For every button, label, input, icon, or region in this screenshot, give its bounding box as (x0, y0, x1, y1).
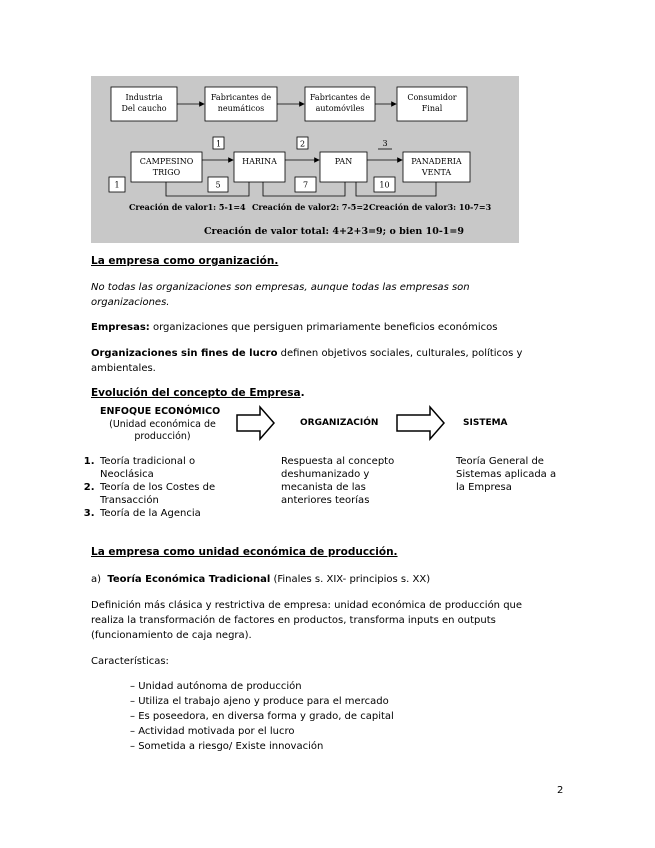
stage-sistema: SISTEMA (463, 418, 508, 428)
chain-box-4-line2: VENTA (421, 168, 452, 177)
italic-line-2: organizaciones. (91, 297, 170, 308)
value-creation-total: Creación de valor total: 4+2+3=9; o bien 10-1=9 (204, 226, 464, 237)
empresas-paragraph (91, 320, 497, 335)
definition-paragraph (91, 598, 571, 643)
sistema-desc-line: Sistemas aplicada a (456, 469, 557, 480)
teoria-tradicional-item (91, 572, 430, 587)
value-10: 10 (379, 180, 390, 190)
value-chain-figure (91, 76, 519, 243)
sistema-desc-line: la Empresa (456, 482, 512, 493)
italic-paragraph (91, 280, 571, 310)
stage-organizacion: ORGANIZACIÓN (300, 418, 379, 428)
heading-evolucion (91, 387, 305, 399)
arrow-right-icon (236, 405, 276, 441)
org-label: Organizaciones sin fines de lucro (91, 348, 278, 359)
step-label-3: 3 (382, 139, 388, 148)
sistema-desc-line: Teoría General de (456, 456, 544, 467)
heading-unidad-economica: La empresa como unidad económica de producción. (91, 546, 398, 558)
list-item: 2. Teoría de los Costes de Transacción (98, 481, 252, 507)
top-box-1-line2: Del caucho (121, 104, 167, 113)
chain-box-1-line1: CAMPESINO (139, 157, 194, 166)
page-number: 2 (557, 785, 564, 796)
heading-organizacion: La empresa como organización. (91, 255, 279, 267)
value-chain-diagram (91, 76, 519, 243)
list-item: 3. Teoría de la Agencia (98, 507, 252, 520)
top-box-4-line1: Consumidor (407, 93, 457, 102)
top-box-4-line2: Final (421, 104, 443, 113)
list-item: – Actividad motivada por el lucro (130, 724, 530, 739)
heading-evolucion-dot: . (300, 387, 305, 399)
list-item: 1. Teoría tradicional o Neoclásica (98, 455, 252, 481)
stage-enfoque-sub-2: producción) (134, 431, 191, 442)
value-1: 1 (114, 180, 120, 190)
step-label-2: 2 (299, 139, 306, 149)
heading-evolucion-text: Evolución del concepto de Empresa (91, 387, 301, 399)
step-label-1: 1 (215, 139, 222, 149)
stage-enfoque-sub-1: (Unidad económica de (109, 419, 216, 430)
org-text-1: definen objetivos sociales, culturales, políticos y (277, 348, 523, 359)
item-title: Teoría Económica Tradicional (107, 574, 271, 585)
chain-box-4-line1: PANADERIA (411, 157, 462, 166)
top-box-3-line1: Fabricantes de (309, 93, 371, 102)
top-box-2-line2: neumáticos (217, 104, 265, 113)
chain-box-2-line1: HARINA (242, 157, 277, 166)
list-item: – Utiliza el trabajo ajeno y produce para el mercado (130, 694, 530, 709)
empresas-text: organizaciones que persiguen primariamente beneficios económicos (149, 322, 498, 333)
chain-box-3-line1: PAN (334, 157, 353, 166)
theories-list (72, 455, 252, 520)
org-desc-line: anteriores teorías (281, 495, 370, 506)
chain-box-1-line2: TRIGO (152, 168, 181, 177)
characteristics-list-wrap (130, 679, 530, 754)
list-item: – Unidad autónoma de producción (130, 679, 530, 694)
value-creation-1: Creación de valor1: 5-1=4 (129, 202, 246, 212)
value-7: 7 (302, 180, 309, 190)
list-item: – Es poseedora, en diversa forma y grado, de capital (130, 709, 530, 724)
item-prefix: a) (91, 574, 102, 585)
top-box-1-line1: Industria (125, 93, 163, 102)
stage-enfoque-sub (95, 419, 230, 443)
org-text-2: ambientales. (91, 363, 156, 374)
value-5: 5 (215, 180, 221, 190)
theories-list-wrap (72, 455, 252, 520)
stage-enfoque-economico: ENFOQUE ECONÓMICO (100, 406, 221, 417)
value-creation-2: Creación de valor2: 7-5=2 (252, 202, 369, 212)
definition-line: (funcionamiento de caja negra). (91, 630, 252, 641)
characteristics-list (130, 679, 530, 754)
arrow-right-icon (396, 405, 446, 441)
top-box-2-line1: Fabricantes de (210, 93, 272, 102)
empresas-label: Empresas: (91, 322, 150, 333)
list-item: – Sometida a riesgo/ Existe innovación (130, 739, 530, 754)
definition-line: Definición más clásica y restrictiva de empresa: unidad económica de producción que (91, 600, 523, 611)
value-creation-3: Creación de valor3: 10-7=3 (369, 202, 492, 212)
italic-line-1: No todas las organizaciones son empresas, aunque todas las empresas son (91, 282, 470, 293)
organizaciones-paragraph (91, 346, 571, 376)
org-desc-line: deshumanizado y (281, 469, 370, 480)
top-box-3-line2: automóviles (315, 104, 365, 113)
caracteristicas-label: Características: (91, 656, 169, 667)
org-desc-line: Respuesta al concepto (281, 456, 395, 467)
sistema-description (456, 455, 586, 494)
definition-line: realiza la transformación de factores en productos, transforma inputs en outputs (91, 615, 496, 626)
item-suffix: (Finales s. XIX- principios s. XX) (270, 574, 431, 585)
organizacion-description (281, 455, 431, 507)
org-desc-line: mecanista de las (281, 482, 366, 493)
